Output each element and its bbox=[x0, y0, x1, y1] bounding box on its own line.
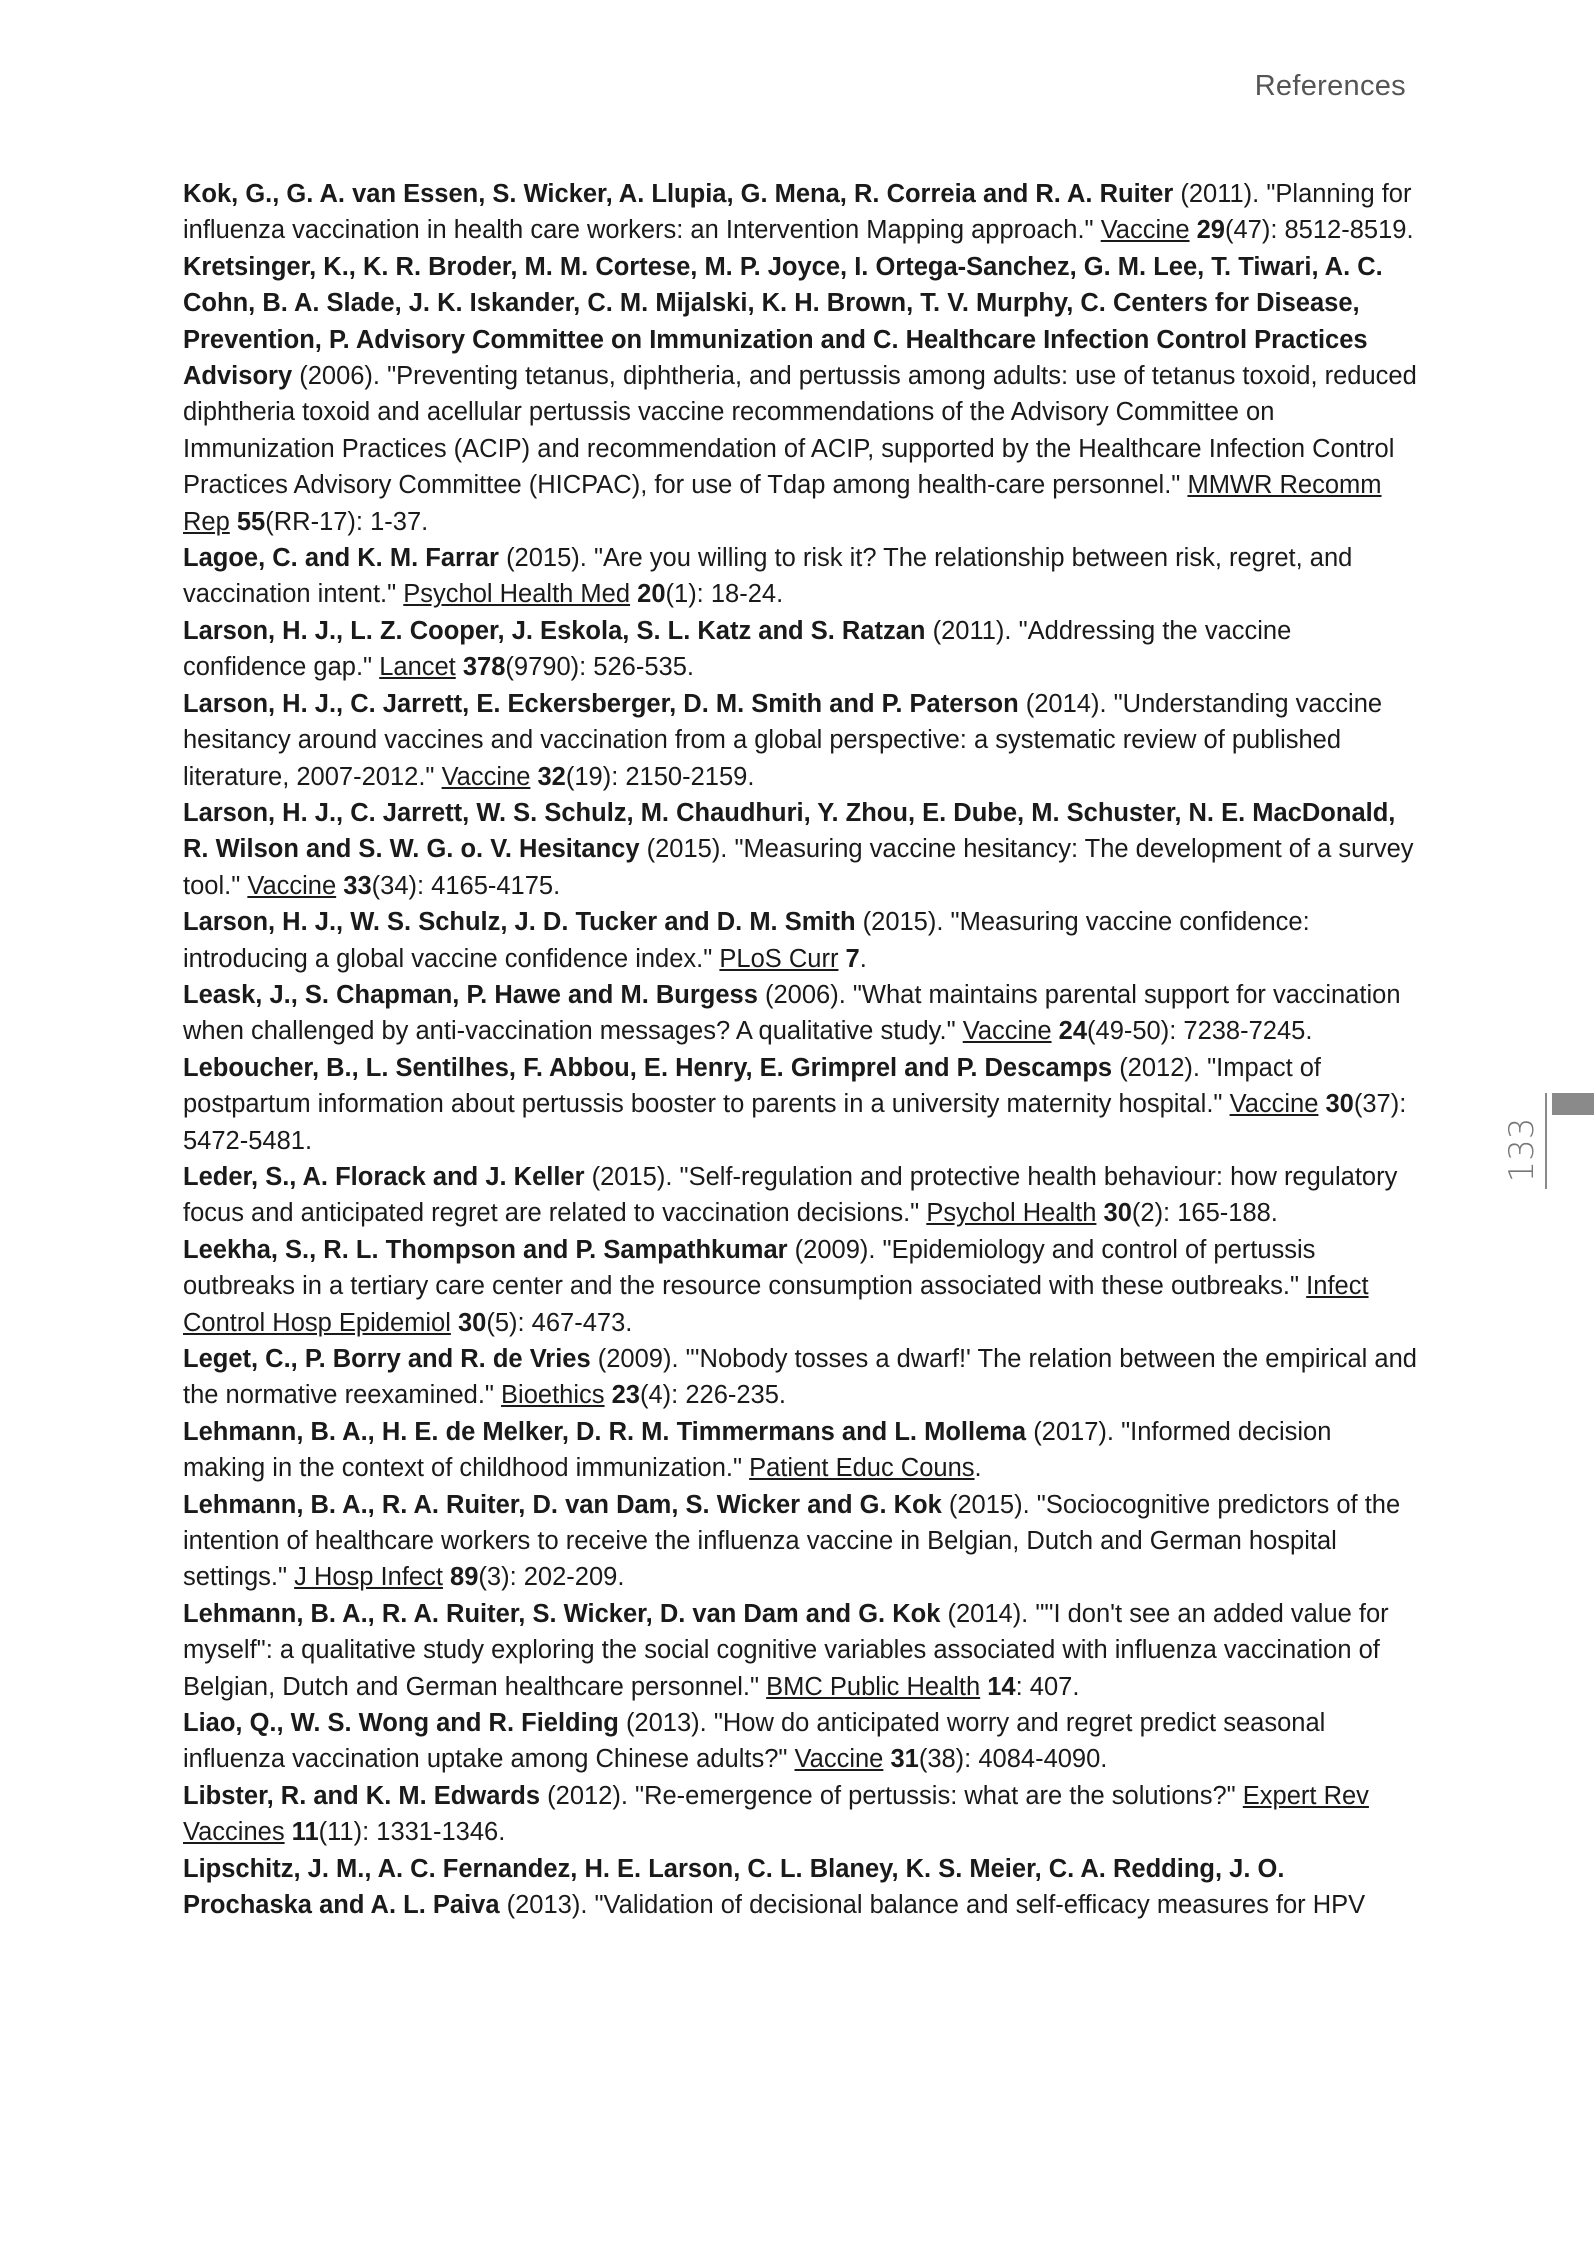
reference-separator bbox=[1052, 1017, 1059, 1045]
reference-pages: (34): 4165-4175. bbox=[371, 871, 561, 900]
reference-pages: (49-50): 7238-7245. bbox=[1087, 1017, 1313, 1046]
reference-volume: 20 bbox=[637, 580, 666, 609]
reference-separator bbox=[1096, 1199, 1103, 1227]
reference-title: (2015). "Sociocognitive predictors of the intention of healthcare workers to receive the influenza vaccine in Belgian, Dutch and German hospital settings." bbox=[183, 1490, 1401, 1592]
reference-journal: Vaccine bbox=[962, 1017, 1052, 1046]
reference-authors: Leekha, S., R. L. Thompson and P. Sampathkumar bbox=[183, 1235, 788, 1264]
reference-entry bbox=[183, 249, 1418, 540]
reference-volume: 89 bbox=[450, 1563, 479, 1592]
page-edge-tab bbox=[1552, 1093, 1594, 1115]
reference-separator bbox=[838, 945, 845, 973]
reference-entry bbox=[183, 613, 1418, 686]
reference-journal: Patient Educ Couns bbox=[749, 1454, 975, 1483]
reference-journal: Vaccine bbox=[1100, 216, 1190, 245]
reference-title: (2006). "Preventing tetanus, diphtheria, and pertussis among adults: use of tetanus toxoid, reduced diphtheria toxoid and acellular pertussis vaccine recommendations of the Advisory Committee on Immunization Practices (ACIP) and recommendation of ACIP, supported by the Healthcare Infection Control Practices Advisory Committee (HICPAC), for use of Tdap among health-care personnel." bbox=[183, 362, 1417, 500]
reference-separator bbox=[451, 1309, 458, 1337]
reference-separator bbox=[230, 508, 237, 536]
reference-entry bbox=[183, 176, 1418, 249]
reference-authors: Libster, R. and K. M. Edwards bbox=[183, 1781, 541, 1810]
reference-journal: Psychol Health bbox=[926, 1199, 1097, 1228]
reference-title: (2012). "Impact of postpartum information about pertussis booster to parents in a university maternity hospital." bbox=[183, 1053, 1322, 1119]
reference-volume: 31 bbox=[890, 1745, 919, 1774]
reference-title: (2012). "Re-emergence of pertussis: what are the solutions?" bbox=[540, 1781, 1243, 1810]
reference-title: (2009). "'Nobody tosses a dwarf!' The relation between the empirical and the normative reexamined." bbox=[183, 1345, 1417, 1410]
reference-volume: 11 bbox=[291, 1818, 319, 1847]
reference-entry bbox=[183, 540, 1418, 613]
reference-authors: Lehmann, B. A., H. E. de Melker, D. R. M. Timmermans and L. Mollema bbox=[183, 1417, 1027, 1446]
reference-title: (2011). "Planning for influenza vaccination in health care workers: an Intervention Mapping approach." bbox=[183, 180, 1412, 245]
reference-entry bbox=[183, 1341, 1418, 1414]
reference-authors: Liao, Q., W. S. Wong and R. Fielding bbox=[183, 1709, 619, 1738]
reference-journal: Vaccine bbox=[441, 762, 531, 791]
reference-pages: (1): 18-24. bbox=[665, 580, 784, 609]
reference-entry bbox=[183, 1596, 1418, 1705]
reference-entry bbox=[183, 1232, 1418, 1341]
reference-pages: . bbox=[859, 944, 867, 973]
reference-journal: Bioethics bbox=[501, 1381, 605, 1410]
running-header: References bbox=[1254, 70, 1406, 102]
reference-title: (2009). "Epidemiology and control of pertussis outbreaks in a tertiary care center and the resource consumption associated with these outbreaks." bbox=[183, 1235, 1316, 1301]
reference-entry bbox=[183, 1851, 1418, 1924]
reference-authors: Lehmann, B. A., R. A. Ruiter, S. Wicker, D. van Dam and G. Kok bbox=[183, 1599, 941, 1628]
reference-pages: (37): 5472-5481. bbox=[183, 1090, 1407, 1155]
reference-journal: Vaccine bbox=[1229, 1090, 1319, 1119]
reference-authors: Lagoe, C. and K. M. Farrar bbox=[183, 544, 499, 573]
reference-volume: 23 bbox=[611, 1381, 640, 1410]
reference-authors: Leder, S., A. Florack and J. Keller bbox=[183, 1162, 585, 1191]
reference-authors: Kok, G., G. A. van Essen, S. Wicker, A. Llupia, G. Mena, R. Correia and R. A. Ruiter bbox=[183, 180, 1174, 208]
reference-volume: 32 bbox=[537, 762, 566, 791]
reference-title: (2011). "Addressing the vaccine confidence gap." bbox=[183, 616, 1292, 682]
reference-entry bbox=[183, 686, 1418, 795]
reference-title: (2015). "Are you willing to risk it? The relationship between risk, regret, and vaccination intent." bbox=[183, 544, 1353, 609]
reference-pages: (9790): 526-535. bbox=[505, 653, 694, 682]
reference-title: (2015). "Self-regulation and protective health behaviour: how regulatory focus and anticipated regret are related to vaccination decisions." bbox=[183, 1162, 1398, 1228]
reference-authors: Lehmann, B. A., R. A. Ruiter, D. van Dam, S. Wicker and G. Kok bbox=[183, 1490, 942, 1519]
reference-title: (2014). ""I don't see an added value for myself": a qualitative study exploring the social cognitive variables associated with influenza vaccination of Belgian, Dutch and German healthcare personnel." bbox=[183, 1599, 1389, 1701]
reference-authors: Larson, H. J., W. S. Schulz, J. D. Tucker and D. M. Smith bbox=[183, 908, 856, 937]
reference-entry bbox=[183, 795, 1418, 904]
reference-journal: PLoS Curr bbox=[719, 944, 839, 973]
reference-journal: Vaccine bbox=[247, 871, 337, 900]
reference-pages: . bbox=[974, 1454, 982, 1483]
reference-pages: (47): 8512-8519. bbox=[1224, 216, 1414, 245]
reference-authors: Leboucher, B., L. Sentilhes, F. Abbou, E. Henry, E. Grimprel and P. Descamps bbox=[183, 1053, 1113, 1082]
page-edge-rule bbox=[1545, 1093, 1547, 1189]
reference-pages: (19): 2150-2159. bbox=[565, 762, 755, 791]
reference-volume: 30 bbox=[457, 1308, 487, 1337]
reference-entry bbox=[183, 1414, 1418, 1487]
reference-entry bbox=[183, 1050, 1418, 1159]
reference-authors: Larson, H. J., L. Z. Cooper, J. Eskola, S. L. Katz and S. Ratzan bbox=[183, 616, 926, 645]
reference-volume: 378 bbox=[462, 653, 506, 682]
reference-volume: 14 bbox=[987, 1672, 1016, 1701]
reference-pages: (3): 202-209. bbox=[478, 1563, 625, 1592]
reference-authors: Kretsinger, K., K. R. Broder, M. M. Cortese, M. P. Joyce, I. Ortega-Sanchez, G. M. Lee, T. Tiwari, A. C. Cohn, B. A. Slade, J. K. Iskander, C. M. Mijalski, K. H. Brown, T. V. Murphy, C. Centers for Disease, Prevention, P. Advisory Committee on Immunization and C. Healthcare Infection Control Practices Advisory bbox=[183, 252, 1383, 391]
page-number: 133 bbox=[1502, 1117, 1542, 1183]
reference-pages: (2): 165-188. bbox=[1131, 1199, 1278, 1228]
reference-separator bbox=[1190, 216, 1197, 244]
reference-authors: Larson, H. J., C. Jarrett, W. S. Schulz, M. Chaudhuri, Y. Zhou, E. Dube, M. Schuster, N. E. MacDonald, R. Wilson and S. W. G. o. V. Hesitancy bbox=[183, 798, 1396, 864]
reference-authors: Leask, J., S. Chapman, P. Hawe and M. Burgess bbox=[183, 980, 758, 1009]
reference-separator bbox=[605, 1381, 612, 1409]
reference-journal: Vaccine bbox=[794, 1745, 884, 1774]
reference-journal: J Hosp Infect bbox=[294, 1563, 443, 1592]
reference-volume: 33 bbox=[343, 871, 372, 900]
reference-authors: Lipschitz, J. M., A. C. Fernandez, H. E. Larson, C. L. Blaney, K. S. Meier, C. A. Redding, J. O. Prochaska and A. L. Paiva bbox=[183, 1854, 1285, 1920]
reference-pages: (RR-17): 1-37. bbox=[265, 507, 429, 536]
reference-entry bbox=[183, 904, 1418, 977]
reference-title: (2017). "Informed decision making in the context of childhood immunization." bbox=[183, 1417, 1332, 1483]
reference-title: (2006). "What maintains parental support for vaccination when challenged by anti-vaccination messages? A qualitative study." bbox=[183, 980, 1401, 1046]
reference-volume: 7 bbox=[845, 944, 860, 973]
reference-entry bbox=[183, 1487, 1418, 1596]
reference-authors: Larson, H. J., C. Jarrett, E. Eckersberger, D. M. Smith and P. Paterson bbox=[183, 689, 1019, 718]
reference-authors: Leget, C., P. Borry and R. de Vries bbox=[183, 1345, 591, 1373]
reference-pages: : 407. bbox=[1015, 1672, 1080, 1701]
reference-separator bbox=[456, 653, 463, 681]
reference-volume: 29 bbox=[1196, 216, 1225, 245]
reference-journal: Psychol Health Med bbox=[403, 580, 631, 609]
reference-separator bbox=[285, 1818, 292, 1846]
reference-journal: BMC Public Health bbox=[766, 1672, 981, 1701]
reference-entry bbox=[183, 1778, 1418, 1851]
reference-volume: 30 bbox=[1325, 1090, 1354, 1119]
reference-entry bbox=[183, 977, 1418, 1050]
reference-entry bbox=[183, 1705, 1418, 1778]
reference-separator bbox=[1318, 1090, 1325, 1118]
reference-journal: MMWR Recomm Rep bbox=[183, 471, 1382, 536]
reference-list bbox=[183, 176, 1418, 1924]
reference-title: (2013). "How do anticipated worry and regret predict seasonal influenza vaccination uptake among Chinese adults?" bbox=[183, 1709, 1326, 1774]
reference-pages: (11): 1331-1346. bbox=[318, 1818, 506, 1847]
reference-title: (2013). "Validation of decisional balance and self-efficacy measures for HPV bbox=[499, 1891, 1366, 1920]
reference-volume: 24 bbox=[1058, 1017, 1088, 1046]
reference-journal: Expert Rev Vaccines bbox=[183, 1781, 1369, 1847]
reference-journal: Infect Control Hosp Epidemiol bbox=[183, 1272, 1369, 1337]
reference-pages: (5): 467-473. bbox=[486, 1308, 633, 1337]
reference-pages: (38): 4084-4090. bbox=[918, 1745, 1108, 1774]
reference-title: (2015). "Measuring vaccine confidence: introducing a global vaccine confidence index." bbox=[183, 908, 1310, 973]
reference-volume: 30 bbox=[1103, 1199, 1132, 1228]
reference-title: (2015). "Measuring vaccine hesitancy: The development of a survey tool." bbox=[183, 835, 1414, 900]
reference-entry bbox=[183, 1159, 1418, 1232]
reference-separator bbox=[443, 1563, 450, 1591]
reference-journal: Lancet bbox=[379, 653, 456, 682]
reference-pages: (4): 226-235. bbox=[640, 1381, 787, 1410]
reference-volume: 55 bbox=[236, 507, 266, 536]
reference-title: (2014). "Understanding vaccine hesitancy around vaccines and vaccination from a global perspective: a systematic review of published literature, 2007-2012." bbox=[183, 689, 1383, 791]
